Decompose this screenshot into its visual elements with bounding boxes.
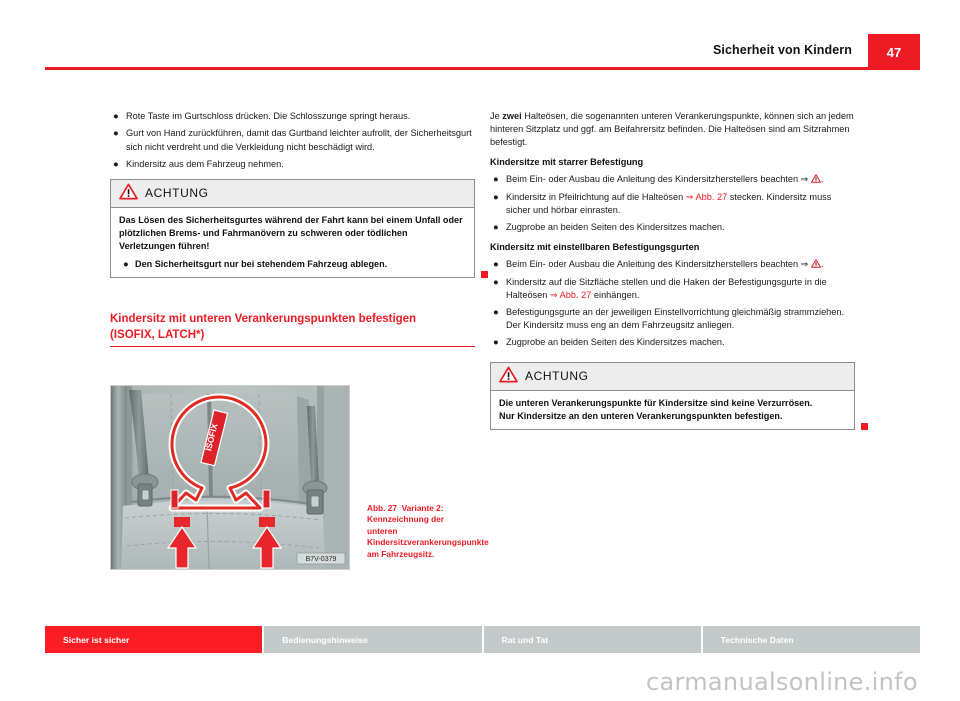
warning-triangle-icon [119,183,138,204]
list-item [490,191,855,217]
section-heading-line-1: Kindersitz mit unteren Verankerungspunkten befestigen [110,313,417,326]
warning-body-line-1: Die unteren Verankerungspunkte für Kindersitze sind keine Verzurrösen. [499,397,813,408]
list-item-text: Gurt von Hand zurückführen, damit das Gurtband leichter aufrollt, der Sicherheitsgurt sich nicht verdreht und die Verkleidung nicht beschädigt wird. [126,128,472,152]
bullet-icon: ● [113,111,119,122]
anchor-marker-left [171,490,178,508]
list-item [490,336,855,349]
footer-tab-rat-und-tat[interactable]: Rat und Tat [484,626,701,653]
figure-27 [110,385,350,570]
isofix-badge-text: ISOFIX [203,422,220,452]
list-item-text: Befestigungsgurte an der jeweiligen Einstellvorrichtung gleichmäßig strammziehen. Der Kindersitz muss eng an dem Fahrzeugsitz anliegen. [506,307,845,331]
list-item-text [506,276,855,302]
intro-text-b: Halteösen, die sogenannten unteren Verankerungspunkte, können sich an jedem hinteren Sitzplatz und ggf. am Beifahrersitz befinden. Die Halteösen sind am Sitzrahmen befestigt. [490,111,854,148]
warning-box-body [491,391,854,429]
list-item-text-tail: . [820,259,824,270]
page-title: Sicherheit von Kindern [712,43,852,57]
watermark: carmanualsonline.info [646,668,918,696]
list-item [110,127,475,153]
cross-reference-abb-27[interactable]: ⇒ Abb. 27 [549,289,592,300]
bullet-icon: ● [123,258,129,270]
intro-paragraph [490,110,855,149]
bullet-icon: ● [493,307,499,319]
section-end-marker [861,423,868,430]
list-item-text-a: Beim Ein- oder Ausbau die Anleitung des Kindersitzherstellers beachten ⇒ [506,174,811,185]
footer-tab-bar [45,626,920,653]
warning-box-header [111,180,474,208]
bullet-icon: ● [493,337,499,349]
right-column [490,110,855,430]
cross-reference-abb-27[interactable]: ⇒ Abb. 27 [685,191,728,202]
page-header [0,38,960,74]
figure-caption-text: Variante 2: Kennzeichnung der unteren Kindersitzverankerungspunkte am Fahrzeugsitz. [367,503,489,559]
list-item-text-b: stecken. Kindersitz muss sicher und hörbar einrasten. [506,191,832,215]
intro-text-bold: zwei [502,111,522,121]
list-item [490,306,855,332]
warning-box-body [111,208,474,277]
car-seat-illustration [110,385,350,570]
warning-body-line-2: Nur Kindersitze an den unteren Verankerungspunkten befestigen. [499,410,783,421]
warning-box-header [491,363,854,391]
anchor-marker-right [263,490,270,508]
section-rule [110,346,475,347]
list-item-text: Zugprobe an beiden Seiten des Kindersitzes machen. [506,337,725,348]
subheading-adjustable-straps: Kindersitz mit einstellbaren Befestigungsgurten [490,242,700,253]
warning-triangle-icon [811,259,821,268]
header-rule [45,67,920,70]
list-item [490,276,855,302]
list-item [110,110,475,123]
warning-body-text: Das Lösen des Sicherheitsgurtes während der Fahrt kann bei einem Unfall oder plötzlichen Brems- und Fahrmanövern zu schweren oder tödlichen Verletzungen führen! [119,215,463,252]
warning-box-label: ACHTUNG [525,368,589,383]
list-item-text [506,258,855,271]
footer-tab-technische-daten[interactable]: Technische Daten [703,626,920,653]
list-item-text-a: Beim Ein- oder Ausbau die Anleitung des Kindersitzherstellers beachten ⇒ [506,259,811,270]
list-item-text [506,191,855,217]
warning-triangle-icon [499,366,518,387]
figure-caption-label: Abb. 27 [367,503,397,513]
list-item-text: Zugprobe an beiden Seiten des Kindersitzes machen. [506,221,725,232]
bullet-icon: ● [493,191,499,203]
section-end-marker [481,271,488,278]
bullet-icon: ● [493,221,499,233]
car-seat-svg [111,386,349,569]
list-item-text-a: Kindersitz auf die Sitzfläche stellen und die Haken der Befestigungsgurte in die Halteösen [506,276,827,300]
bullet-icon: ● [493,174,499,186]
left-column [110,110,475,347]
footer-tab-bedienungshinweise[interactable]: Bedienungshinweise [264,626,481,653]
list-item [490,221,855,234]
subheading-rigid-fixing: Kindersitze mit starrer Befestigung [490,157,644,168]
section-heading [110,312,475,343]
list-item-text-a: Kindersitz in Pfeilrichtung auf die Halteösen [506,191,686,202]
section-heading-line-2: (ISOFIX, LATCH*) [110,328,205,341]
list-item-text-tail: . [820,174,824,185]
bullet-icon: ● [493,276,499,288]
bullet-icon: ● [113,128,119,140]
list-item-text: Rote Taste im Gurtschloss drücken. Die Schlosszunge springt heraus. [126,111,411,121]
list-item [119,258,466,271]
image-code-text: B7V-0379 [305,556,337,563]
list-item-text-b: einhängen. [591,289,640,300]
bullet-icon: ● [493,259,499,271]
page-number-badge: 47 [868,34,920,70]
bullet-icon: ● [113,158,119,170]
intro-text-a: Je [490,111,503,121]
footer-tab-sicher-ist-sicher[interactable]: Sicher ist sicher [45,626,262,653]
figure-caption [367,503,489,560]
warning-box-left [110,179,475,278]
list-item-text [506,173,855,186]
warning-box-right [490,362,855,430]
list-item-text: Kindersitz aus dem Fahrzeug nehmen. [126,158,284,169]
warning-triangle-icon [811,174,821,183]
list-item [110,158,475,171]
list-item-text: Den Sicherheitsgurt nur bei stehendem Fahrzeug ablegen. [135,258,388,269]
list-item [490,173,855,186]
list-item [490,258,855,271]
warning-box-label: ACHTUNG [145,186,209,201]
